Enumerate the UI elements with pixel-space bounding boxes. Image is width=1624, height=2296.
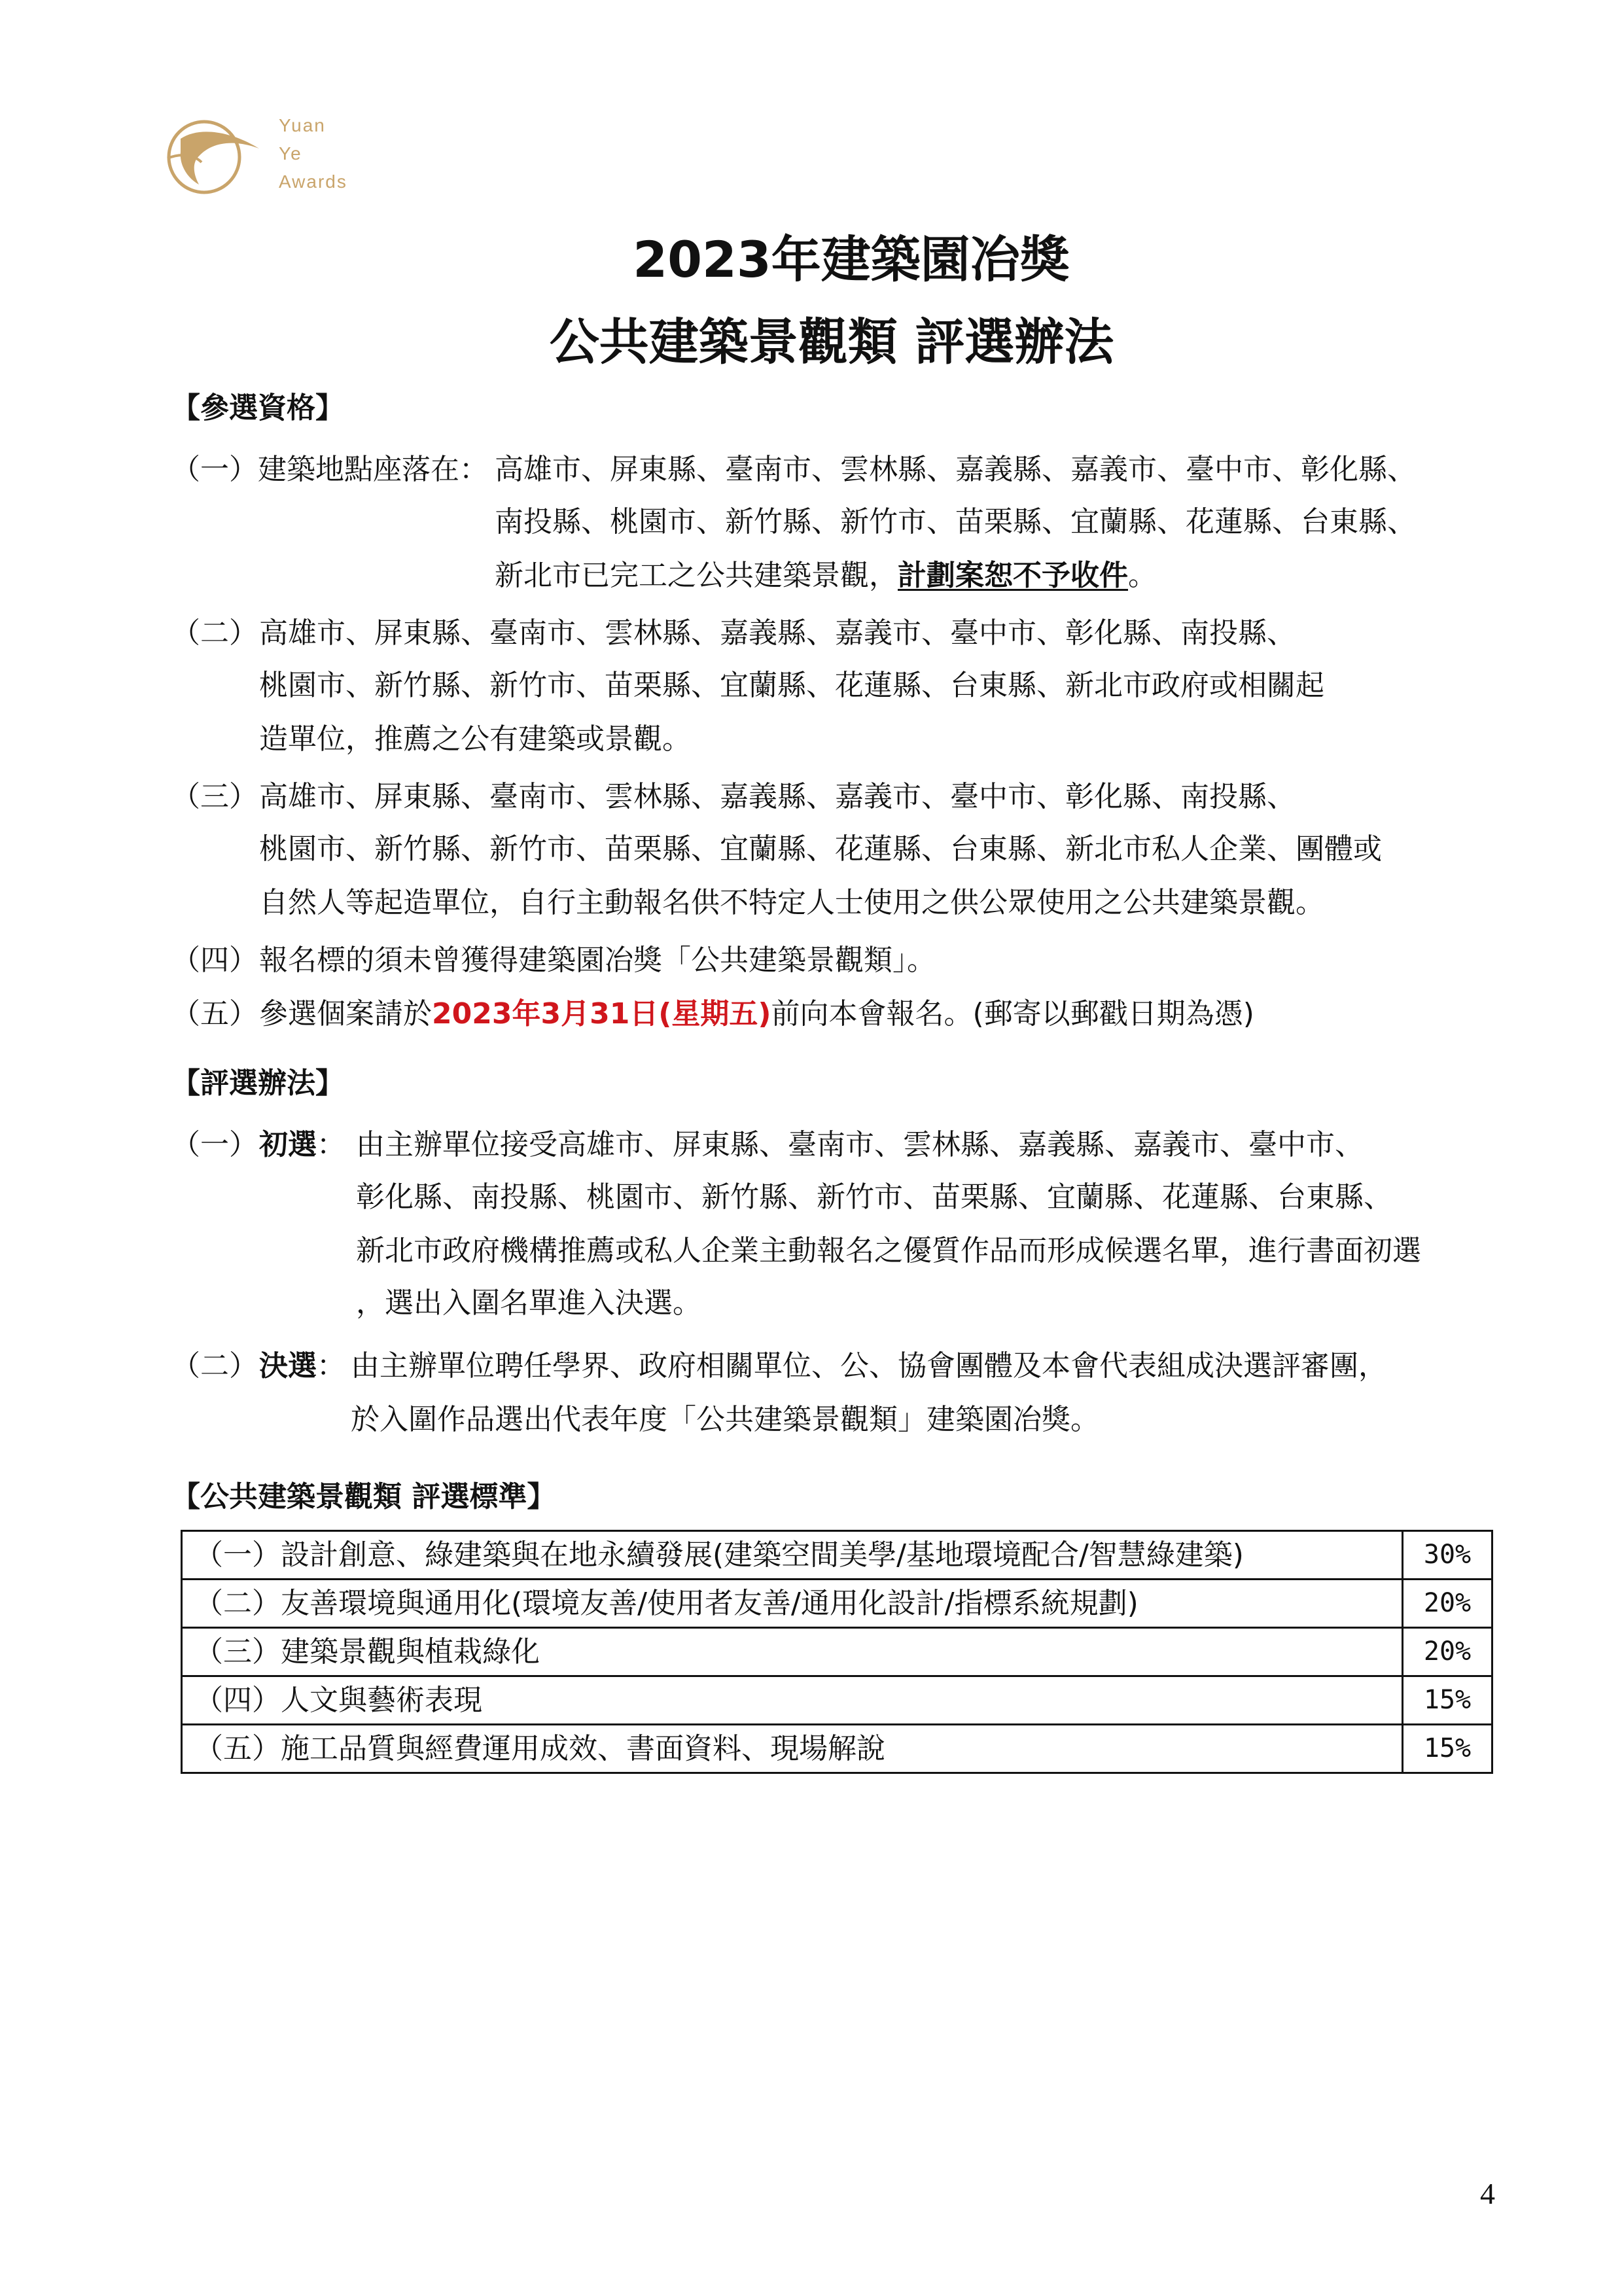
logo-line-1: Yuan — [279, 115, 326, 135]
criteria-table — [181, 1530, 1493, 1774]
eligibility-item-1-end: 。 — [1128, 559, 1157, 592]
eligibility-item-4-label: （四） — [171, 944, 258, 977]
page-subtitle: 公共建築景觀類 評選辦法 — [549, 313, 1114, 371]
preliminary-stage-colon: ： — [317, 1128, 345, 1161]
eligibility-item-5-label: （五） — [171, 997, 258, 1031]
criteria-text: （三）建築景觀與植栽綠化 — [182, 1628, 1403, 1676]
eligibility-item-4-text: 報名標的須未曾獲得建築園冶獎「公共建築景觀類」。 — [259, 944, 936, 977]
criteria-weight: 20% — [1403, 1580, 1492, 1628]
method-item-2-line-2: 於入圍作品選出代表年度「公共建築景觀類」建築園冶獎。 — [351, 1403, 1099, 1436]
table-row — [182, 1580, 1492, 1628]
eligibility-item-1-line-2: 南投縣、桃園市、新竹縣、新竹市、苗栗縣、宜蘭縣、花蓮縣、台東縣、 — [495, 505, 1416, 539]
eligibility-item-5-text — [259, 996, 1254, 1033]
eligibility-item-3-label: （三） — [171, 780, 258, 813]
criteria-text: （二）友善環境與通用化(環境友善/使用者友善/通用化設計/指標系統規劃) — [182, 1580, 1403, 1628]
table-row — [182, 1725, 1492, 1773]
eligibility-item-2-line-1: 高雄市、屏東縣、臺南市、雲林縣、嘉義縣、嘉義市、臺中市、彰化縣、南投縣、 — [259, 616, 1296, 650]
criteria-weight: 20% — [1403, 1628, 1492, 1676]
method-item-2-line-1: 由主辦單位聘任學界、政府相關單位、公、協會團體及本會代表組成決選評審團， — [351, 1349, 1387, 1383]
criteria-weight: 15% — [1403, 1676, 1492, 1725]
criteria-text: （一）設計創意、綠建築與在地永續發展(建築空間美學/基地環境配合/智慧綠建築) — [182, 1531, 1403, 1580]
eligibility-item-1-label: （一）建築地點座落在： — [171, 453, 488, 486]
preliminary-stage-label: 初選 — [259, 1128, 317, 1161]
eligibility-item-2-label: （二） — [171, 616, 258, 650]
criteria-weight: 15% — [1403, 1725, 1492, 1773]
page-title: 2023年建築園冶獎 — [633, 230, 1070, 289]
logo-wordmark — [279, 111, 347, 196]
eligibility-item-1-emphasis: 計劃案恕不予收件 — [898, 559, 1128, 592]
method-item-1-line-1: 由主辦單位接受高雄市、屏東縣、臺南市、雲林縣、嘉義縣、嘉義市、臺中市、 — [356, 1128, 1364, 1161]
page-number: 4 — [1480, 2177, 1495, 2210]
deadline-date: 2023年3月31日(星期五) — [432, 997, 771, 1031]
method-item-1-stage — [259, 1127, 345, 1163]
logo-line-3: Awards — [279, 171, 347, 192]
method-item-2-stage — [259, 1348, 345, 1385]
logo-line-2: Ye — [279, 143, 302, 164]
deadline-suffix: 前向本會報名。(郵寄以郵戳日期為憑) — [771, 997, 1254, 1031]
eligibility-item-1-text: 新北市已完工之公共建築景觀， — [495, 559, 898, 592]
criteria-text: （五）施工品質與經費運用成效、書面資料、現場解說 — [182, 1725, 1403, 1773]
table-row — [182, 1676, 1492, 1725]
eligibility-heading: 【參選資格】 — [171, 391, 344, 425]
method-heading: 【評選辦法】 — [171, 1067, 344, 1100]
yuan-ye-awards-logo-icon — [161, 113, 279, 204]
eligibility-item-2-line-2: 桃園市、新竹縣、新竹市、苗栗縣、宜蘭縣、花蓮縣、台東縣、新北市政府或相關起 — [259, 669, 1324, 702]
eligibility-item-3-line-2: 桃園市、新竹縣、新竹市、苗栗縣、宜蘭縣、花蓮縣、台東縣、新北市私人企業、團體或 — [259, 832, 1382, 866]
criteria-weight: 30% — [1403, 1531, 1492, 1580]
method-item-1-line-2: 彰化縣、南投縣、桃園市、新竹縣、新竹市、苗栗縣、宜蘭縣、花蓮縣、台東縣、 — [356, 1180, 1392, 1214]
criteria-heading: 【公共建築景觀類 評選標準】 — [171, 1480, 556, 1513]
method-item-2-label: （二） — [171, 1349, 258, 1383]
deadline-prefix: 參選個案請於 — [259, 997, 432, 1031]
eligibility-item-1-line-3 — [495, 557, 1157, 594]
table-row — [182, 1531, 1492, 1580]
eligibility-item-3-line-1: 高雄市、屏東縣、臺南市、雲林縣、嘉義縣、嘉義市、臺中市、彰化縣、南投縣、 — [259, 780, 1296, 813]
method-item-1-line-4: ，選出入圍名單進入決選。 — [356, 1286, 701, 1320]
method-item-1-line-3: 新北市政府機構推薦或私人企業主動報名之優質作品而形成候選名單，進行書面初選 — [356, 1234, 1421, 1267]
eligibility-item-1-line-1: 高雄市、屏東縣、臺南市、雲林縣、嘉義縣、嘉義市、臺中市、彰化縣、 — [495, 453, 1416, 486]
final-stage-colon: ： — [317, 1349, 345, 1383]
method-item-1-label: （一） — [171, 1128, 258, 1161]
criteria-text: （四）人文與藝術表現 — [182, 1676, 1403, 1725]
eligibility-item-3-line-3: 自然人等起造單位，自行主動報名供不特定人士使用之供公眾使用之公共建築景觀。 — [259, 886, 1324, 919]
eligibility-item-2-line-3: 造單位，推薦之公有建築或景觀。 — [259, 722, 691, 756]
final-stage-label: 決選 — [259, 1349, 317, 1383]
table-row — [182, 1628, 1492, 1676]
